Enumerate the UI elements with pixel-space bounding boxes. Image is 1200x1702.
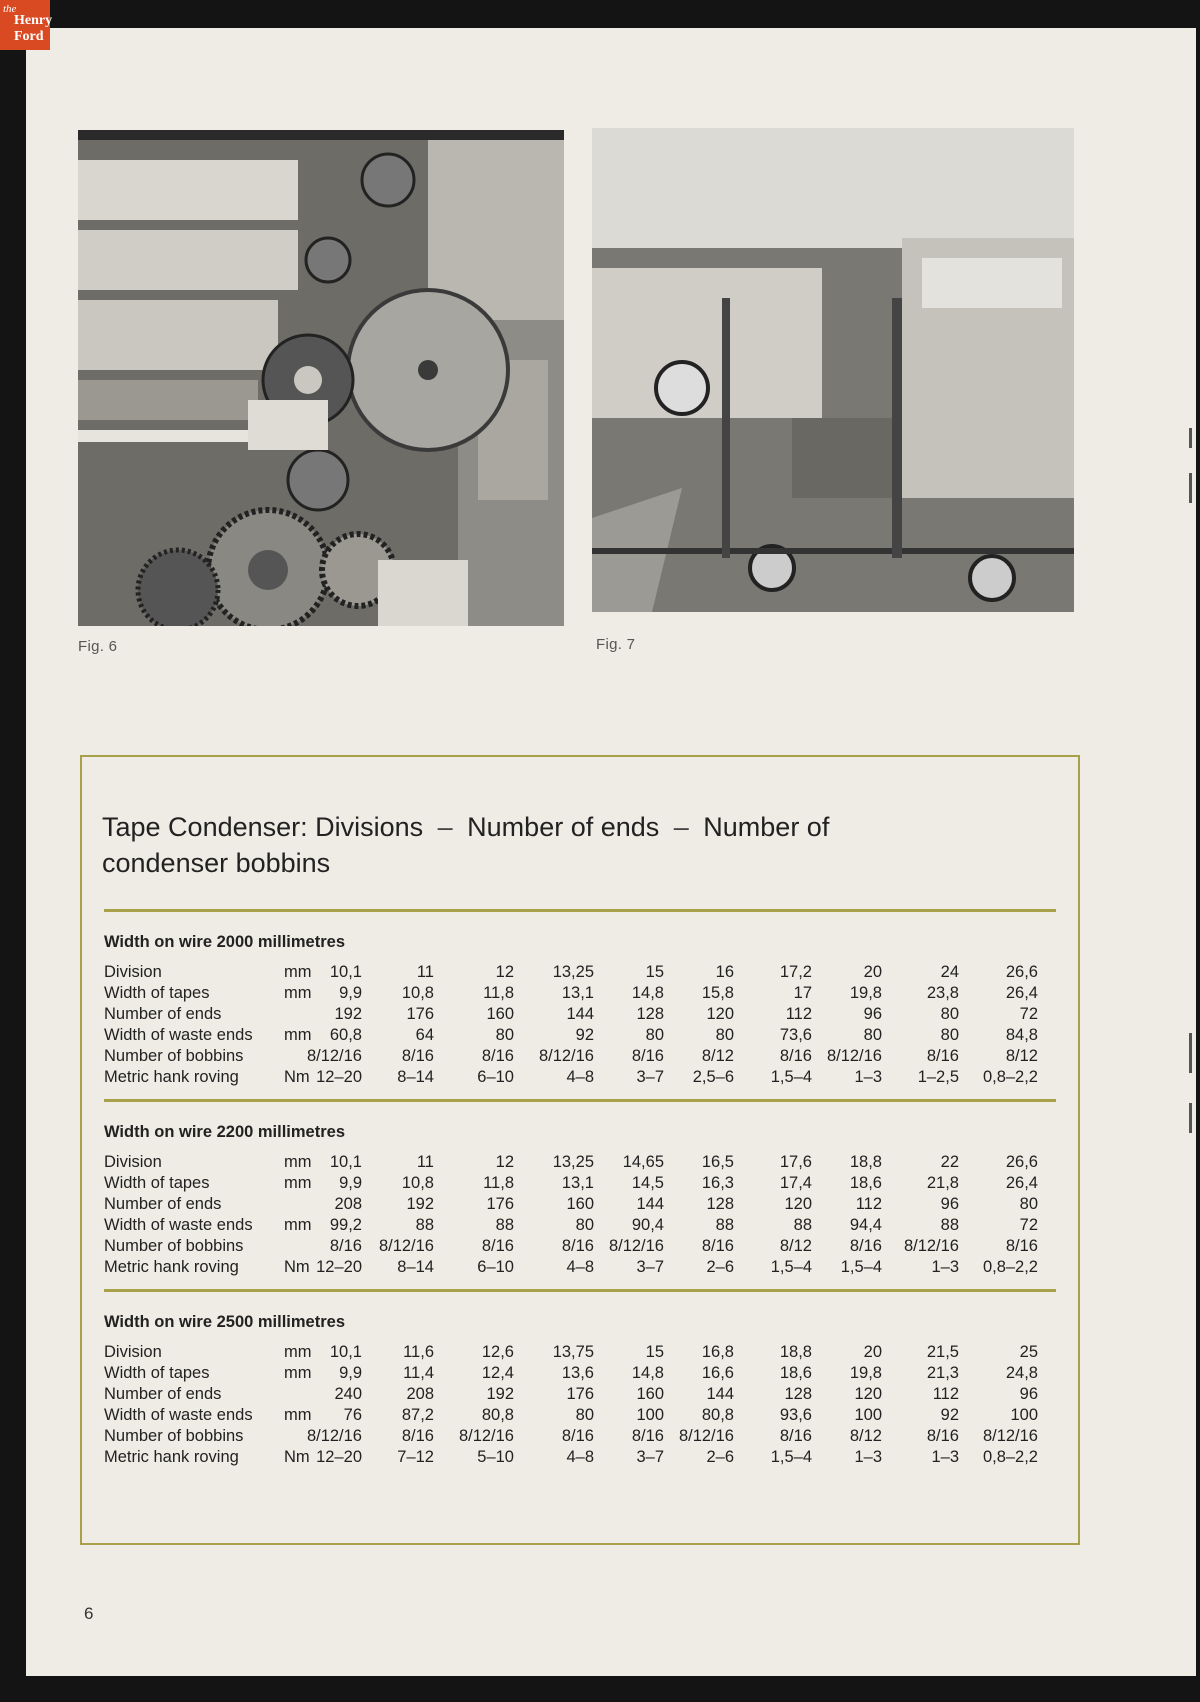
binding-mark [1189, 428, 1192, 448]
table-cell: 99,2 [329, 1216, 362, 1234]
table-cell: 73,6 [779, 1026, 812, 1044]
logo-text-ford: Ford [14, 29, 44, 44]
row-label: Number of bobbins [104, 1237, 244, 1255]
table-cell: 8/12/16 [378, 1237, 434, 1255]
table-cell: 12–20 [316, 1068, 362, 1086]
table-cell: 21,5 [926, 1343, 959, 1361]
table-cell: 144 [636, 1195, 664, 1213]
table-cell: 12 [495, 1153, 514, 1171]
table-cell: 93,6 [779, 1406, 812, 1424]
table-cell: 7–12 [397, 1448, 434, 1466]
table-cell: 26,4 [1005, 984, 1038, 1002]
row-unit: Nm [284, 1448, 310, 1466]
table-cell: 8/12 [701, 1047, 734, 1065]
table-cell: 88 [495, 1216, 514, 1234]
table-cell: 1–3 [931, 1448, 959, 1466]
henry-ford-logo [0, 0, 53, 50]
table-cell: 16,6 [701, 1364, 734, 1382]
table-cell: 112 [855, 1195, 882, 1213]
table-cell: 88 [415, 1216, 434, 1234]
row-unit: mm [284, 1216, 312, 1234]
table-cell: 144 [566, 1005, 594, 1023]
row-label: Width of tapes [104, 984, 210, 1002]
table-cell: 80,8 [481, 1406, 514, 1424]
row-label: Number of ends [104, 1195, 222, 1213]
table-row [104, 1068, 1064, 1089]
table-cell: 87,2 [401, 1406, 434, 1424]
table-cell: 240 [334, 1385, 362, 1403]
table-row [104, 1005, 1064, 1026]
table-cell: 80 [940, 1026, 959, 1044]
table-cell: 24 [940, 963, 959, 981]
table-cell: 8/12/16 [608, 1237, 664, 1255]
row-label: Metric hank roving [104, 1448, 239, 1466]
brochure-page [26, 28, 1196, 1676]
table-cell: 8/16 [779, 1047, 812, 1065]
table-cell: 92 [575, 1026, 594, 1044]
row-label: Metric hank roving [104, 1258, 239, 1276]
row-label: Number of ends [104, 1385, 222, 1403]
table-cell: 60,8 [329, 1026, 362, 1044]
table-cell: 8/16 [481, 1237, 514, 1255]
table-title [102, 809, 1042, 881]
table-cell: 21,3 [926, 1364, 959, 1382]
table-cell: 4–8 [566, 1258, 594, 1276]
row-unit: Nm [284, 1068, 310, 1086]
table-cell: 8/16 [631, 1047, 664, 1065]
table-cell: 176 [406, 1005, 434, 1023]
table-cell: 72 [1019, 1216, 1038, 1234]
table-cell: 2–6 [706, 1448, 734, 1466]
table-cell: 88 [793, 1216, 812, 1234]
table-cell: 13,25 [552, 1153, 594, 1171]
table-cell: 144 [706, 1385, 734, 1403]
table-cell: 8/16 [926, 1427, 959, 1445]
section-heading: Width on wire 2200 millimetres [104, 1123, 346, 1141]
table-row [104, 1343, 1064, 1364]
table-cell: 11 [416, 963, 434, 981]
row-label: Width of waste ends [104, 1406, 253, 1424]
table-cell: 3–7 [636, 1258, 664, 1276]
table-cell: 8/16 [401, 1427, 434, 1445]
title-part-3: Number of [703, 812, 830, 842]
table-cell: 13,1 [561, 1174, 594, 1192]
table-cell: 8–14 [397, 1258, 434, 1276]
table-cell: 16 [715, 963, 734, 981]
table-cell: 8/16 [779, 1427, 812, 1445]
table-cell: 2,5–6 [692, 1068, 734, 1086]
table-cell: 4–8 [566, 1448, 594, 1466]
table-row [104, 963, 1064, 984]
table-cell: 208 [334, 1195, 362, 1213]
table-cell: 12–20 [316, 1448, 362, 1466]
table-cell: 8/12/16 [982, 1427, 1038, 1445]
row-label: Division [104, 1343, 162, 1361]
table-cell: 76 [343, 1406, 362, 1424]
table-cell: 1,5–4 [770, 1448, 812, 1466]
table-cell: 100 [1010, 1406, 1038, 1424]
table-cell: 1–3 [931, 1258, 959, 1276]
table-cell: 12 [495, 963, 514, 981]
table-cell: 20 [863, 1343, 882, 1361]
table-cell: 8/12 [779, 1237, 812, 1255]
table-cell: 26,6 [1005, 1153, 1038, 1171]
table-cell: 80 [645, 1026, 664, 1044]
table-cell: 208 [406, 1385, 434, 1403]
table-cell: 14,8 [631, 984, 664, 1002]
table-cell: 8/12 [849, 1427, 882, 1445]
figure-6-caption: Fig. 6 [78, 638, 118, 655]
table-cell: 23,8 [926, 984, 959, 1002]
table-cell: 11,8 [483, 984, 514, 1002]
table-cell: 18,6 [849, 1174, 882, 1192]
table-cell: 15 [645, 1343, 664, 1361]
table-cell: 0,8–2,2 [982, 1068, 1038, 1086]
table-cell: 1–2,5 [917, 1068, 959, 1086]
row-label: Number of bobbins [104, 1427, 244, 1445]
section-divider [104, 1289, 1056, 1292]
table-cell: 11,6 [403, 1343, 434, 1361]
row-unit: Nm [284, 1258, 310, 1276]
table-cell: 1–3 [854, 1448, 882, 1466]
table-cell: 15,8 [701, 984, 734, 1002]
section-heading: Width on wire 2000 millimetres [104, 933, 346, 951]
table-cell: 176 [566, 1385, 594, 1403]
row-unit: mm [284, 1026, 312, 1044]
table-cell: 19,8 [849, 1364, 882, 1382]
table-cell: 16,3 [701, 1174, 734, 1192]
table-cell: 26,4 [1005, 1174, 1038, 1192]
table-cell: 17,2 [779, 963, 812, 981]
table-cell: 160 [636, 1385, 664, 1403]
table-row [104, 1406, 1064, 1427]
table-cell: 0,8–2,2 [982, 1258, 1038, 1276]
row-label: Width of tapes [104, 1364, 210, 1382]
table-cell: 26,6 [1005, 963, 1038, 981]
table-cell: 80 [863, 1026, 882, 1044]
row-label: Width of waste ends [104, 1026, 253, 1044]
table-cell: 1,5–4 [840, 1258, 882, 1276]
table-cell: 80 [575, 1216, 594, 1234]
table-cell: 1,5–4 [770, 1068, 812, 1086]
table-cell: 15 [645, 963, 664, 981]
table-cell: 11 [416, 1153, 434, 1171]
row-unit: mm [284, 1174, 312, 1192]
table-row [104, 1174, 1064, 1195]
table-row [104, 1427, 1064, 1448]
table-cell: 8/16 [561, 1237, 594, 1255]
table-cell: 84,8 [1005, 1026, 1038, 1044]
table-cell: 21,8 [926, 1174, 959, 1192]
table-cell: 8/16 [849, 1237, 882, 1255]
table-cell: 112 [932, 1385, 959, 1403]
table-cell: 128 [784, 1385, 812, 1403]
table-cell: 5–10 [477, 1448, 514, 1466]
table-cell: 8/12 [1005, 1047, 1038, 1065]
row-label: Width of waste ends [104, 1216, 253, 1234]
table-cell: 176 [486, 1195, 514, 1213]
table-cell: 20 [863, 963, 882, 981]
table-cell: 18,8 [849, 1153, 882, 1171]
table-cell: 19,8 [849, 984, 882, 1002]
table-cell: 13,75 [552, 1343, 594, 1361]
table-cell: 13,1 [561, 984, 594, 1002]
table-cell: 11,4 [403, 1364, 434, 1382]
table-row [104, 1153, 1064, 1174]
table-cell: 120 [706, 1005, 734, 1023]
table-cell: 94,4 [849, 1216, 882, 1234]
table-cell: 3–7 [636, 1068, 664, 1086]
table-cell: 72 [1019, 1005, 1038, 1023]
figure-6-photo [78, 130, 564, 626]
table-cell: 18,8 [779, 1343, 812, 1361]
table-cell: 10,1 [329, 1153, 362, 1171]
row-unit: mm [284, 1364, 312, 1382]
table-cell: 17,6 [779, 1153, 812, 1171]
table-cell: 14,65 [622, 1153, 664, 1171]
table-cell: 8/16 [1005, 1237, 1038, 1255]
table-row [104, 1237, 1064, 1258]
table-cell: 4–8 [566, 1068, 594, 1086]
table-cell: 112 [785, 1005, 812, 1023]
table-cell: 8/16 [561, 1427, 594, 1445]
table-cell: 80 [495, 1026, 514, 1044]
table-cell: 14,8 [631, 1364, 664, 1382]
section-divider [104, 1099, 1056, 1102]
table-row [104, 1385, 1064, 1406]
table-cell: 8/12/16 [538, 1047, 594, 1065]
table-cell: 192 [334, 1005, 362, 1023]
table-cell: 8/16 [481, 1047, 514, 1065]
page-number: 6 [84, 1604, 94, 1623]
row-label: Number of ends [104, 1005, 222, 1023]
table-cell: 128 [636, 1005, 664, 1023]
table-cell: 80 [575, 1406, 594, 1424]
table-cell: 6–10 [477, 1068, 514, 1086]
table-cell: 96 [1019, 1385, 1038, 1403]
row-unit: mm [284, 984, 312, 1002]
table-row [104, 1216, 1064, 1237]
row-label: Division [104, 963, 162, 981]
table-cell: 8/12/16 [306, 1047, 362, 1065]
binding-mark [1189, 1103, 1192, 1133]
table-cell: 13,25 [552, 963, 594, 981]
table-cell: 25 [1019, 1343, 1038, 1361]
table-cell: 160 [566, 1195, 594, 1213]
table-cell: 88 [715, 1216, 734, 1234]
table-cell: 80,8 [701, 1406, 734, 1424]
table-cell: 10,1 [329, 1343, 362, 1361]
table-cell: 16,5 [701, 1153, 734, 1171]
table-cell: 192 [486, 1385, 514, 1403]
table-cell: 2–6 [706, 1258, 734, 1276]
table-cell: 80 [1019, 1195, 1038, 1213]
table-cell: 6–10 [477, 1258, 514, 1276]
table-cell: 11,8 [483, 1174, 514, 1192]
table-cell: 8/12/16 [903, 1237, 959, 1255]
table-cell: 9,9 [339, 984, 362, 1002]
table-cell: 8/16 [701, 1237, 734, 1255]
table-cell: 8/12/16 [306, 1427, 362, 1445]
table-cell: 10,8 [401, 984, 434, 1002]
table-cell: 8/12/16 [458, 1427, 514, 1445]
row-unit: mm [284, 963, 312, 981]
table-cell: 18,6 [779, 1364, 812, 1382]
table-cell: 0,8–2,2 [982, 1448, 1038, 1466]
table-cell: 8–14 [397, 1068, 434, 1086]
table-cell: 16,8 [701, 1343, 734, 1361]
table-row [104, 1364, 1064, 1385]
row-label: Metric hank roving [104, 1068, 239, 1086]
table-row [104, 1047, 1064, 1068]
table-row [104, 984, 1064, 1005]
table-cell: 8/16 [926, 1047, 959, 1065]
table-cell: 8/16 [401, 1047, 434, 1065]
table-cell: 17 [793, 984, 812, 1002]
title-part-2: Number of ends [467, 812, 660, 842]
table-cell: 88 [940, 1216, 959, 1234]
table-cell: 80 [715, 1026, 734, 1044]
table-cell: 120 [784, 1195, 812, 1213]
title-part-1: Tape Condenser: Divisions [102, 812, 424, 842]
table-cell: 192 [406, 1195, 434, 1213]
logo-text-the: the [3, 3, 17, 15]
row-unit: mm [284, 1343, 312, 1361]
table-cell: 12,6 [481, 1343, 514, 1361]
table-row [104, 1195, 1064, 1216]
table-cell: 9,9 [339, 1174, 362, 1192]
table-cell: 17,4 [779, 1174, 812, 1192]
table-cell: 64 [415, 1026, 434, 1044]
table-cell: 1–3 [854, 1068, 882, 1086]
table-row [104, 1258, 1064, 1279]
title-dash-1: – [437, 812, 453, 842]
title-line-2: condenser bobbins [102, 848, 331, 878]
table-row [104, 1448, 1064, 1469]
figure-7-caption: Fig. 7 [596, 636, 636, 653]
row-label: Number of bobbins [104, 1047, 244, 1065]
tape-condenser-table [80, 755, 1080, 1545]
logo-text-henry: Henry [14, 13, 53, 28]
title-dash-2: – [673, 812, 689, 842]
binding-mark [1189, 1033, 1192, 1073]
table-cell: 160 [486, 1005, 514, 1023]
table-cell: 10,8 [401, 1174, 434, 1192]
table-cell: 90,4 [631, 1216, 664, 1234]
table-cell: 96 [863, 1005, 882, 1023]
table-cell: 22 [940, 1153, 959, 1171]
table-cell: 24,8 [1005, 1364, 1038, 1382]
row-label: Division [104, 1153, 162, 1171]
table-cell: 9,9 [339, 1364, 362, 1382]
table-cell: 12–20 [316, 1258, 362, 1276]
table-cell: 8/12/16 [826, 1047, 882, 1065]
table-cell: 96 [940, 1195, 959, 1213]
table-cell: 12,4 [481, 1364, 514, 1382]
table-cell: 8/12/16 [678, 1427, 734, 1445]
table-cell: 128 [706, 1195, 734, 1213]
table-cell: 14,5 [631, 1174, 664, 1192]
table-cell: 13,6 [561, 1364, 594, 1382]
table-cell: 1,5–4 [770, 1258, 812, 1276]
table-row [104, 1026, 1064, 1047]
figure-7-photo [592, 128, 1074, 612]
table-cell: 8/16 [329, 1237, 362, 1255]
table-cell: 10,1 [329, 963, 362, 981]
table-cell: 100 [636, 1406, 664, 1424]
table-cell: 8/16 [631, 1427, 664, 1445]
row-label: Width of tapes [104, 1174, 210, 1192]
table-cell: 120 [854, 1385, 882, 1403]
table-cell: 100 [854, 1406, 882, 1424]
table-cell: 92 [940, 1406, 959, 1424]
row-unit: mm [284, 1406, 312, 1424]
section-divider [104, 909, 1056, 912]
binding-mark [1189, 473, 1192, 503]
section-heading: Width on wire 2500 millimetres [104, 1313, 346, 1331]
table-cell: 80 [940, 1005, 959, 1023]
row-unit: mm [284, 1153, 312, 1171]
table-cell: 3–7 [636, 1448, 664, 1466]
